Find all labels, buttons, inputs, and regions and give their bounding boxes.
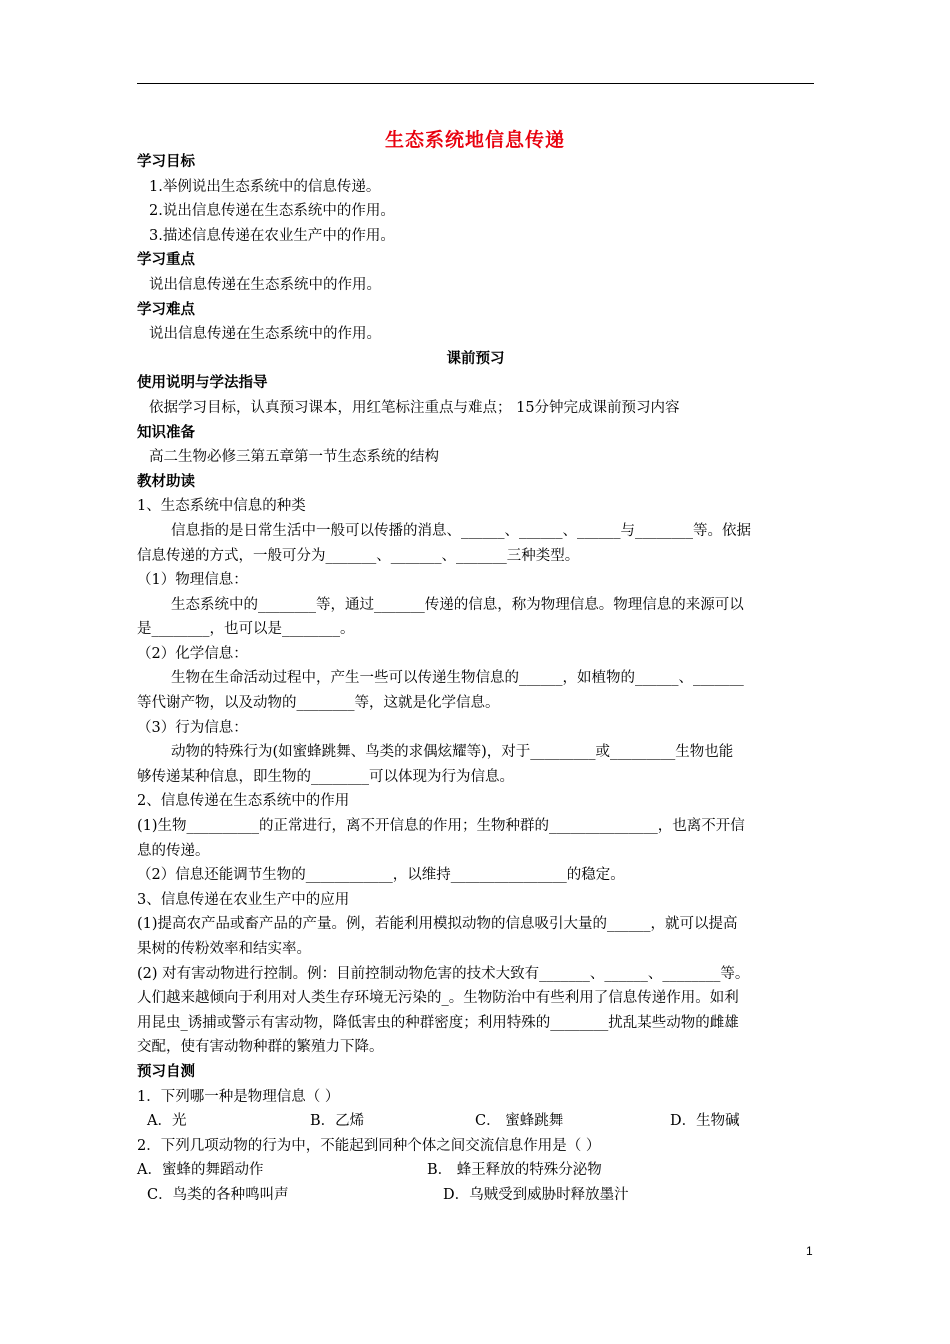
text-line: 用昆虫_诱捕或警示有害动物，降低害虫的种群密度；利用特殊的________扰乱某些动物的雌雄 (137, 1014, 739, 1031)
text-line: (1)生物__________的正常进行，离不开信息的作用；生物种群的_______________，也离不开信 (137, 818, 745, 835)
option-a: A．光 (147, 1113, 187, 1130)
option-b: B． 蜂王释放的特殊分泌物 (427, 1162, 602, 1179)
option-b: B．乙烯 (310, 1113, 365, 1130)
objective-item: 1.举例说出生态系统中的信息传递。 (149, 178, 381, 195)
objective-item: 3.描述信息传递在农业生产中的作用。 (149, 227, 395, 244)
text-line: (1)提高农产品或畜产品的产量。例，若能利用模拟动物的信息吸引大量的______，就可以提高 (137, 916, 738, 933)
knowledge-heading: 知识准备 (137, 424, 195, 441)
preview-heading: 课前预习 (446, 350, 505, 367)
page-title: 生态系统地信息传递 (384, 129, 565, 151)
subsection-heading: （2）化学信息： (137, 645, 248, 662)
subsection-heading: （3）行为信息： (137, 719, 248, 736)
question-2-options-row2 (137, 1183, 814, 1208)
text-line: 是________，也可以是________。 (137, 621, 355, 638)
text-line: 果树的传粉效率和结实率。 (137, 941, 311, 957)
document-body (137, 150, 814, 1208)
page-number: 1 (806, 1244, 813, 1258)
textbook-heading: 教材助读 (137, 473, 195, 490)
objectives-heading: 学习目标 (137, 154, 195, 170)
text-line: 人们越来越倾向于利用对人类生存环境无污染的_。生物防治中有些利用了信息传递作用。如利 (137, 990, 739, 1007)
section-heading: 2、信息传递在生态系统中的作用 (137, 793, 350, 810)
option-d: D．生物碱 (670, 1113, 740, 1130)
section-heading: 1、生态系统中信息的种类 (137, 498, 306, 515)
usage-heading: 使用说明与学法指导 (137, 375, 268, 392)
option-d: D．乌贼受到威胁时释放墨汁 (443, 1186, 629, 1203)
text-line: （2）信息还能调节生物的____________，以维持________________的稳定。 (137, 867, 625, 884)
text-line: (2) 对有害动物进行控制。例：目前控制动物危害的技术大致有_______、______、________等。 (137, 965, 750, 982)
key-point-heading: 学习重点 (137, 252, 195, 269)
difficulty-heading: 学习难点 (137, 301, 195, 318)
option-c: C． 蜜蜂跳舞 (475, 1113, 564, 1130)
text-line: 交配，使有害动物种群的繁殖力下降。 (137, 1039, 384, 1056)
option-a: A．蜜蜂的舞蹈动作 (137, 1162, 264, 1179)
header-rule (137, 83, 814, 84)
selftest-heading: 预习自测 (137, 1063, 195, 1080)
text-line: 生态系统中的________等，通过_______传递的信息，称为物理信息。物理信息的来源可以 (171, 596, 744, 613)
question-2-options-row1 (137, 1158, 814, 1183)
section-heading: 3、信息传递在农业生产中的应用 (137, 891, 350, 908)
text-line: 信息传递的方式，一般可分为_______、_______、_______三种类型。 (137, 547, 580, 564)
question-2: 2．下列几项动物的行为中，不能起到同种个体之间交流信息作用是（ ） (137, 1137, 601, 1154)
question-1: 1．下列哪一种是物理信息（ ） (137, 1088, 340, 1105)
subsection-heading: （1）物理信息： (137, 572, 248, 589)
key-point-text: 说出信息传递在生态系统中的作用。 (149, 276, 381, 293)
question-1-options (137, 1109, 814, 1134)
text-line: 够传递某种信息，即生物的________可以体现为行为信息。 (137, 768, 514, 785)
knowledge-text: 高二生物必修三第五章第一节生态系统的结构 (149, 449, 439, 466)
text-line: 等代谢产物，以及动物的________等，这就是化学信息。 (137, 695, 500, 712)
text-line: 动物的特殊行为(如蜜蜂跳舞、鸟类的求偶炫耀等)，对于_________或_________生物也能 (171, 744, 734, 761)
difficulty-text: 说出信息传递在生态系统中的作用。 (149, 326, 381, 343)
option-c: C．鸟类的各种鸣叫声 (147, 1186, 289, 1203)
text-line: 信息指的是日常生活中一般可以传播的消息、______、______、______与________等。依据 (171, 522, 751, 539)
usage-text: 依据学习目标，认真预习课本，用红笔标注重点与难点； 15分钟完成课前预习内容 (149, 399, 680, 416)
text-line: 生物在生命活动过程中，产生一些可以传递生物信息的______，如植物的______、_______ (171, 670, 744, 687)
text-line: 息的传递。 (137, 842, 210, 859)
objective-item: 2.说出信息传递在生态系统中的作用。 (149, 203, 395, 220)
